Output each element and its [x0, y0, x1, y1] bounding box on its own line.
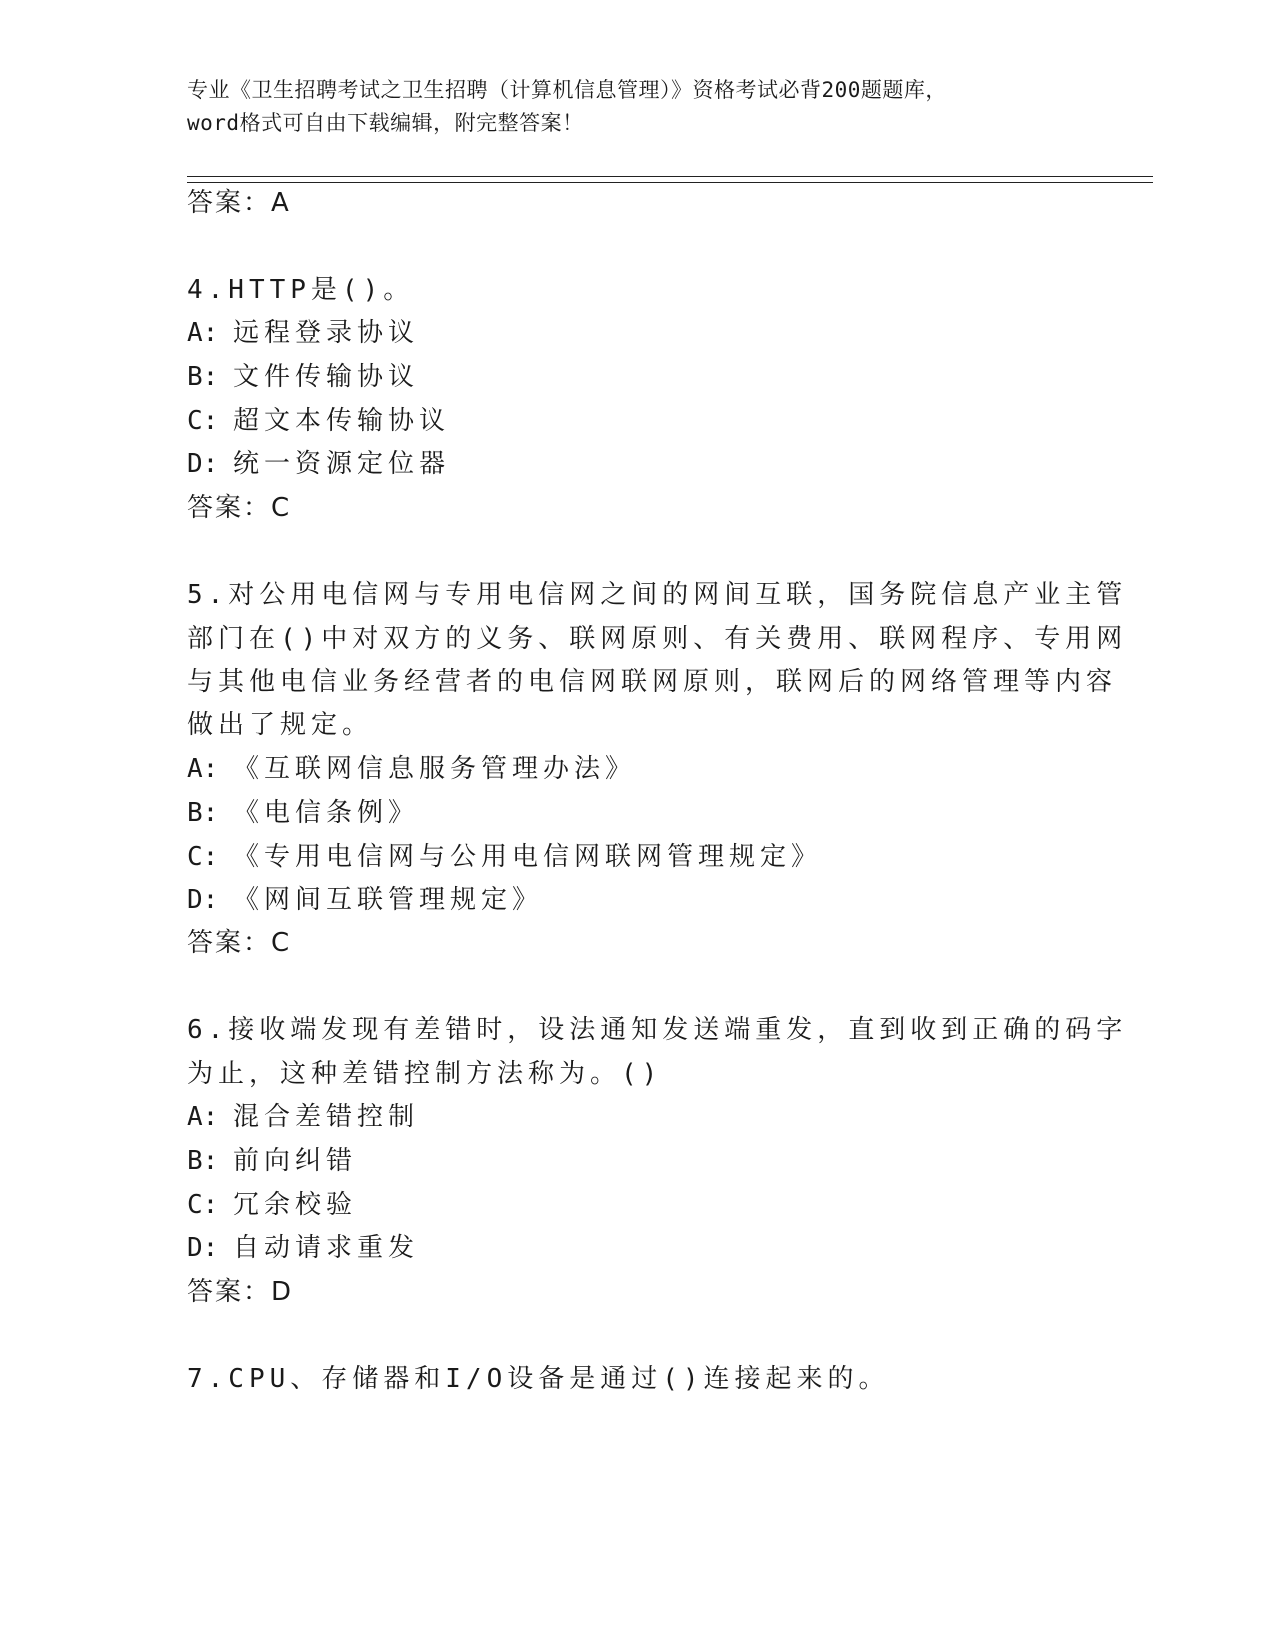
question-5-option-c: [187, 840, 822, 874]
option-text: 冗余校验: [233, 1190, 358, 1220]
option-text: 《网间互联管理规定》: [233, 885, 544, 915]
question-6-option-b: [187, 1144, 357, 1178]
option-text: 前向纠错: [233, 1146, 358, 1176]
header-line-1: 专业《卫生招聘考试之卫生招聘（计算机信息管理）》资格考试必背200题题库，: [187, 78, 947, 102]
question-5-option-a: [187, 752, 636, 786]
option-key: A:: [187, 754, 219, 784]
question-7-stem: 7.CPU、存储器和I/O设备是通过()连接起来的。: [187, 1364, 890, 1394]
question-5-stem-line-1: 5.对公用电信网与专用电信网之间的网间互联，国务院信息产业主管: [187, 580, 1128, 610]
option-key: D:: [187, 885, 219, 915]
option-key: C:: [187, 1190, 219, 1220]
question-6-stem-line-1: 6.接收端发现有差错时，设法通知发送端重发，直到收到正确的码字: [187, 1015, 1128, 1045]
question-6-stem-line-2: 为止，这种差错控制方法称为。(): [187, 1059, 663, 1089]
question-5-option-b: [187, 796, 419, 830]
option-text: 《互联网信息服务管理办法》: [233, 754, 637, 784]
question-6-answer: 答案：D: [187, 1277, 294, 1307]
question-5-stem-line-4: 做出了规定。: [187, 710, 374, 740]
question-5-option-d: [187, 883, 543, 917]
question-5-stem-line-3: 与其他电信业务经营者的电信网联网原则，联网后的网络管理等内容: [187, 667, 1118, 697]
option-text: 《专用电信网与公用电信网联网管理规定》: [233, 842, 823, 872]
option-text: 超文本传输协议: [233, 406, 451, 436]
option-key: B:: [187, 798, 219, 828]
option-text: 远程登录协议: [233, 318, 420, 348]
option-text: 统一资源定位器: [233, 449, 451, 479]
question-4-option-c: [187, 404, 450, 438]
header-line-2: word格式可自由下载编辑，附完整答案！: [187, 111, 584, 135]
option-text: 《电信条例》: [233, 798, 420, 828]
option-key: C:: [187, 406, 219, 436]
option-key: A:: [187, 318, 219, 348]
option-key: C:: [187, 842, 219, 872]
option-key: D:: [187, 449, 219, 479]
option-key: A:: [187, 1102, 219, 1132]
question-4-option-b: [187, 360, 419, 394]
option-key: D:: [187, 1233, 219, 1263]
question-4-answer: 答案：C: [187, 493, 292, 523]
header-divider-bottom: [187, 182, 1153, 183]
document-header: [187, 74, 1087, 140]
question-4-option-a: [187, 316, 419, 350]
option-text: 自动请求重发: [233, 1233, 420, 1263]
option-text: 混合差错控制: [233, 1102, 420, 1132]
question-5-stem-line-2: 部门在()中对双方的义务、联网原则、有关费用、联网程序、专用网: [187, 624, 1128, 654]
answer-prev: 答案：A: [187, 188, 291, 218]
option-key: B:: [187, 1146, 219, 1176]
question-4-option-d: [187, 447, 450, 481]
question-6-option-a: [187, 1100, 419, 1134]
question-5-answer: 答案：C: [187, 928, 292, 958]
option-key: B:: [187, 362, 219, 392]
question-6-option-d: [187, 1231, 419, 1265]
header-divider-top: [187, 176, 1153, 177]
question-6-option-c: [187, 1188, 357, 1222]
option-text: 文件传输协议: [233, 362, 420, 392]
question-4-stem: 4.HTTP是()。: [187, 275, 415, 305]
